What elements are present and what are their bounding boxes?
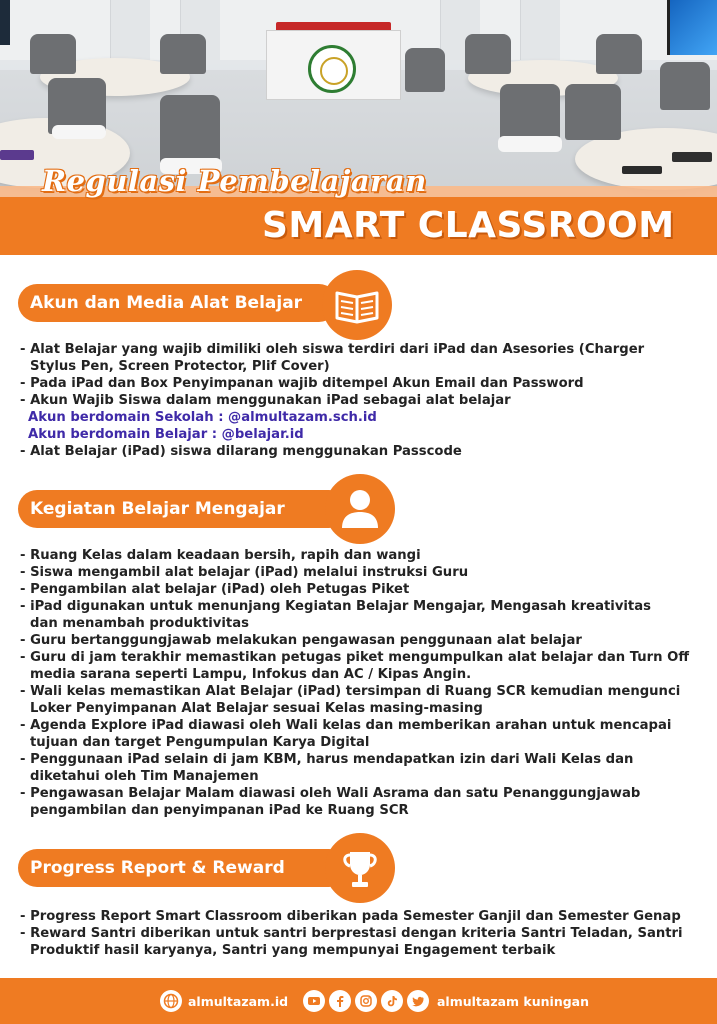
book-icon (322, 270, 392, 340)
list-item: - Progress Report Smart Classroom diberikan pada Semester Ganjil dan Semester Genap (20, 909, 681, 924)
list-item: - Akun Wajib Siswa dalam menggunakan iPad sebagai alat belajar (20, 393, 511, 408)
youtube-icon[interactable] (303, 990, 325, 1012)
list-item: - Wali kelas memastikan Alat Belajar (iPad) tersimpan di Ruang SCR kemudian mengunci Loker Penyimpanan Alat Belajar sesuai Kelas masing-masing (20, 684, 681, 716)
list-item: - Pada iPad dan Box Penyimpanan wajib ditempel Akun Email dan Password (20, 376, 584, 391)
section-header: Akun dan Media Alat Belajar (18, 284, 338, 322)
chair (660, 62, 710, 110)
list-item: - Penggunaan iPad selain di jam KBM, harus mendapatkan izin dari Wali Kelas dan diketahui oleh Tim Manajemen (20, 752, 634, 784)
section-icon-circle (325, 833, 395, 903)
footer (0, 978, 717, 1024)
social-handle-text: almultazam kuningan (437, 993, 590, 1009)
list-item: - iPad digunakan untuk menunjang Kegiatan Belajar Mengajar, Mengasah kreativitas dan menambah produktivitas (20, 599, 651, 631)
facebook-icon[interactable] (329, 990, 351, 1012)
section-list (20, 908, 683, 959)
school-logo (308, 45, 356, 93)
instagram-icon[interactable] (355, 990, 377, 1012)
list-item: - Guru di jam terakhir memastikan petugas piket mengumpulkan alat belajar dan Turn Off media sarana seperti Lampu, Infokus dan AC / Kipas Angin. (20, 650, 690, 682)
trophy-icon (325, 833, 395, 903)
script-title: Regulasi Pembelajaran (42, 164, 427, 198)
chair (500, 84, 560, 144)
section-icon-circle (325, 474, 395, 544)
wall-monitor (667, 0, 717, 55)
book (672, 152, 712, 162)
list-item: - Pengawasan Belajar Malam diawasi oleh Wali Asrama dan satu Penanggungjawab pengambilan dan penyimpanan iPad ke Ruang SCR (20, 786, 641, 818)
wall-monitor (0, 0, 10, 45)
list-item: - Siswa mengambil alat belajar (iPad) melalui instruksi Guru (20, 565, 469, 580)
wall-panel (520, 0, 560, 60)
list-item: - Alat Belajar (iPad) siswa dilarang menggunakan Passcode (20, 444, 462, 459)
website-link[interactable] (160, 978, 288, 1024)
list-item: - Alat Belajar yang wajib dimiliki oleh siswa terdiri dari iPad dan Asesories (Charger Stylus Pen, Screen Protector, Plif Cover) (20, 342, 645, 374)
chair (405, 48, 445, 92)
twitter-icon[interactable] (407, 990, 429, 1012)
section-header: Progress Report & Reward (18, 849, 348, 887)
chair (565, 84, 621, 140)
chair (160, 34, 206, 74)
chair (30, 34, 76, 74)
chair (596, 34, 642, 74)
chair-seat (498, 136, 562, 152)
section-header: Kegiatan Belajar Mengajar (18, 490, 348, 528)
list-item: - Guru bertanggungjawab melakukan pengawasan penggunaan alat belajar (20, 633, 582, 648)
globe-icon (160, 990, 182, 1012)
list-item: - Pengambilan alat belajar (iPad) oleh Petugas Piket (20, 582, 410, 597)
tiktok-icon[interactable] (381, 990, 403, 1012)
tablet (622, 166, 662, 174)
chair-seat (52, 125, 106, 139)
list-item: - Ruang Kelas dalam keadaan bersih, rapih dan wangi (20, 548, 421, 563)
website-text: almultazam.id (188, 993, 289, 1009)
list-item: - Agenda Explore iPad diawasi oleh Wali kelas dan memberikan arahan untuk mencapai tujuan dan target Pengumpulan Karya Digital (20, 718, 672, 750)
section-list (20, 341, 644, 460)
person-icon (325, 474, 395, 544)
list-item: - Reward Santri diberikan untuk santri berprestasi dengan kriteria Santri Teladan, Santri Produktif hasil karyanya, Santri yang mempunyai Engagement terbaik (20, 926, 683, 958)
domain-belajar: Akun berdomain Belajar : @belajar.id (28, 427, 304, 442)
section-list (20, 547, 689, 819)
social-links (303, 978, 589, 1024)
book (0, 150, 34, 160)
wall-panel (110, 0, 150, 60)
section-icon-circle (322, 270, 392, 340)
chair (160, 95, 220, 165)
domain-sekolah: Akun berdomain Sekolah : @almultazam.sch.id (28, 410, 377, 425)
page-title: SMART CLASSROOM (262, 205, 675, 246)
hero-classroom-photo (0, 0, 717, 255)
chair (465, 34, 511, 74)
